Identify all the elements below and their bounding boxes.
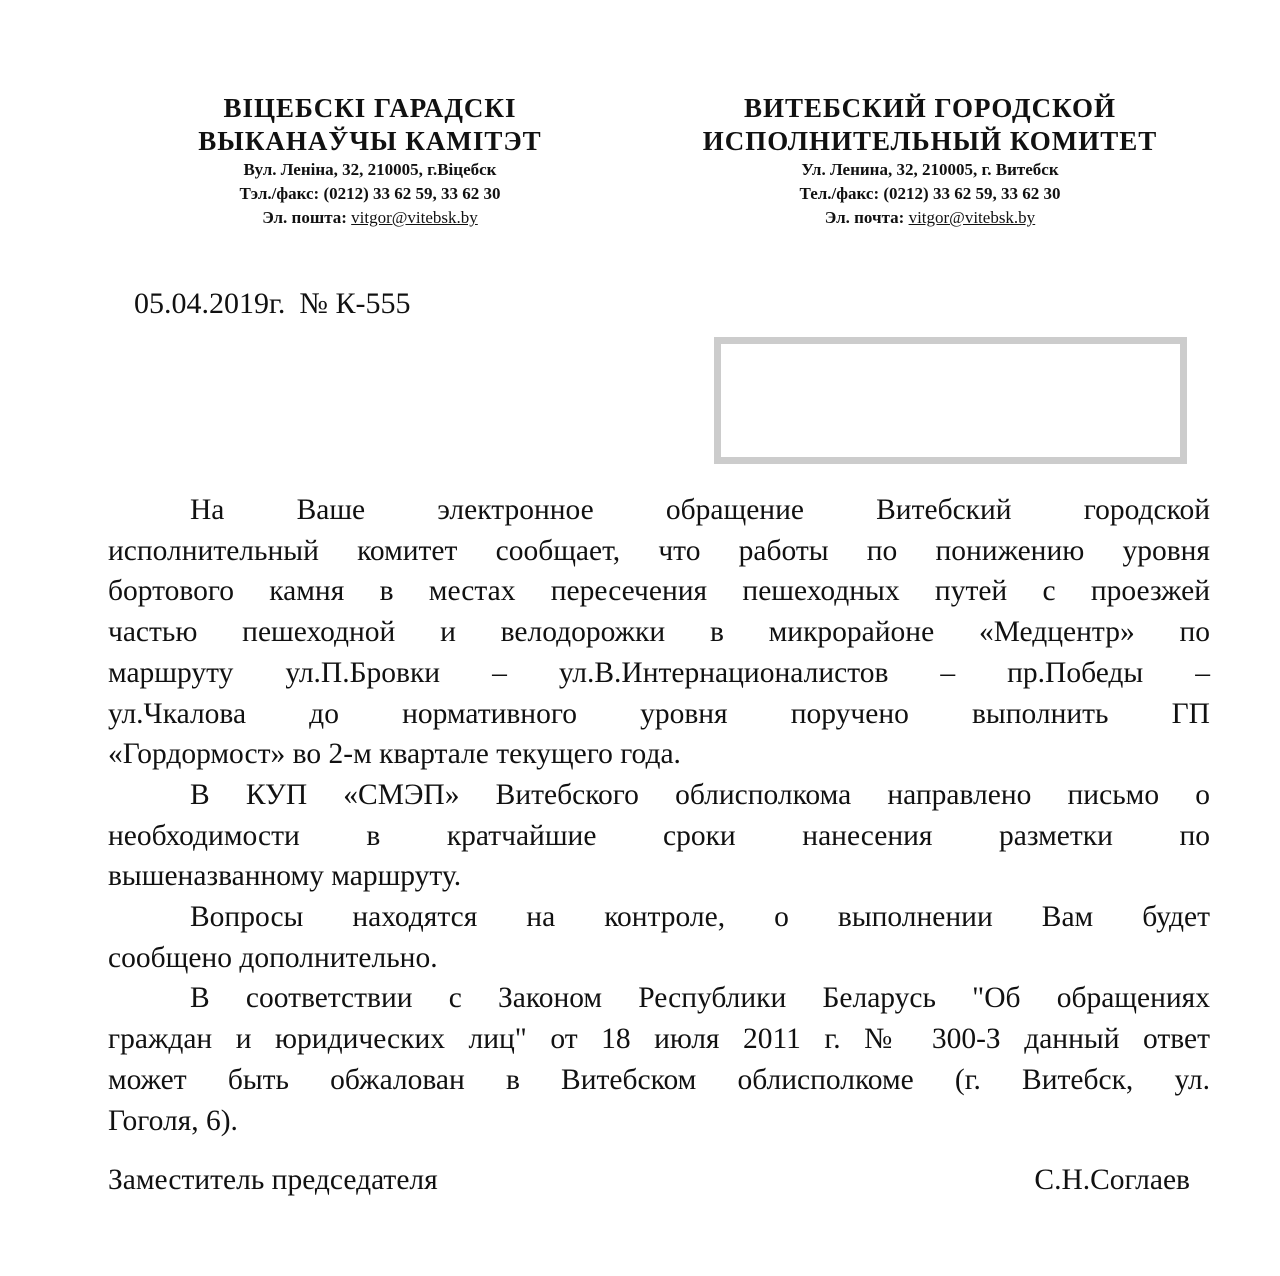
org-title-line: ИСПОЛНИТЕЛЬНЫЙ КОМИТЕТ — [702, 126, 1158, 156]
email-label: Эл. почта: — [824, 208, 905, 227]
paragraph — [108, 490, 1210, 775]
document-date: 05.04.2019г. — [134, 287, 286, 320]
document-number: № К-555 — [299, 287, 411, 320]
text-line: В КУП «СМЭП» Витебского облисполкома направлено письмо о — [190, 778, 1210, 811]
org-title-line: ВІЦЕБСКІ ГАРАДСКІ — [223, 93, 517, 123]
text-line: «Гордормост» во 2-м квартале текущего года. — [108, 738, 681, 771]
text-line: маршруту ул.П.Бровки – ул.В.Интернационалистов – пр.Победы – — [108, 656, 1210, 689]
text-line: частью пешеходной и велодорожки в микрорайоне «Медцентр» по — [108, 616, 1210, 649]
org-phone: Тел./факс: (0212) 33 62 59, 33 62 30 — [799, 184, 1061, 203]
text-line: Гоголя, 6). — [108, 1104, 238, 1137]
email-link[interactable]: vitgor@vitebsk.by — [351, 208, 478, 227]
letterhead-russian — [680, 92, 1180, 230]
org-email-row — [680, 206, 1180, 230]
org-phone: Тэл./факс: (0212) 33 62 59, 33 62 30 — [239, 184, 501, 203]
text-line: сообщено дополнительно. — [108, 941, 438, 974]
text-line: вышеназванному маршруту. — [108, 860, 462, 893]
redacted-addressee-box — [714, 337, 1187, 464]
text-line: может быть обжалован в Витебском облисполкоме (г. Витебск, ул. — [108, 1063, 1210, 1096]
text-line: граждан и юридических лиц" от 18 июля 2011 г. № 300-З данный ответ — [108, 1023, 1210, 1056]
text-line: В соответствии с Законом Республики Беларусь "Об обращениях — [190, 982, 1210, 1015]
paragraph — [108, 897, 1210, 978]
paragraph — [108, 978, 1210, 1141]
org-address: Вул. Леніна, 32, 210005, г.Віцебск — [243, 160, 497, 179]
signatory-name: С.Н.Соглаев — [1034, 1164, 1190, 1196]
org-title-line: ВЫКАНАЎЧЫ КАМІТЭТ — [198, 126, 542, 156]
text-line: необходимости в кратчайшие сроки нанесения разметки по — [108, 819, 1210, 852]
document-reference — [134, 287, 425, 321]
paragraph — [108, 775, 1210, 897]
text-line: Вопросы находятся на контроле, о выполнении Вам будет — [190, 901, 1210, 934]
text-line: На Ваше электронное обращение Витебский городской — [190, 494, 1210, 526]
text-line: исполнительный комитет сообщает, что работы по понижению уровня — [108, 534, 1210, 567]
org-email-row — [170, 206, 570, 230]
text-line: ул.Чкалова до нормативного уровня поручено выполнить ГП — [108, 697, 1210, 730]
email-link[interactable]: vitgor@vitebsk.by — [908, 208, 1036, 227]
letter-body — [108, 490, 1210, 1141]
letterhead-belarusian — [170, 92, 570, 230]
org-address: Ул. Ленина, 32, 210005, г. Витебск — [801, 160, 1059, 179]
org-title-line: ВИТЕБСКИЙ ГОРОДСКОЙ — [743, 93, 1116, 123]
signature-block — [108, 1164, 1190, 1197]
email-label: Эл. пошта: — [262, 208, 347, 227]
text-line: бортового камня в местах пересечения пешеходных путей с проезжей — [108, 575, 1210, 608]
signatory-position: Заместитель председателя — [108, 1164, 438, 1196]
